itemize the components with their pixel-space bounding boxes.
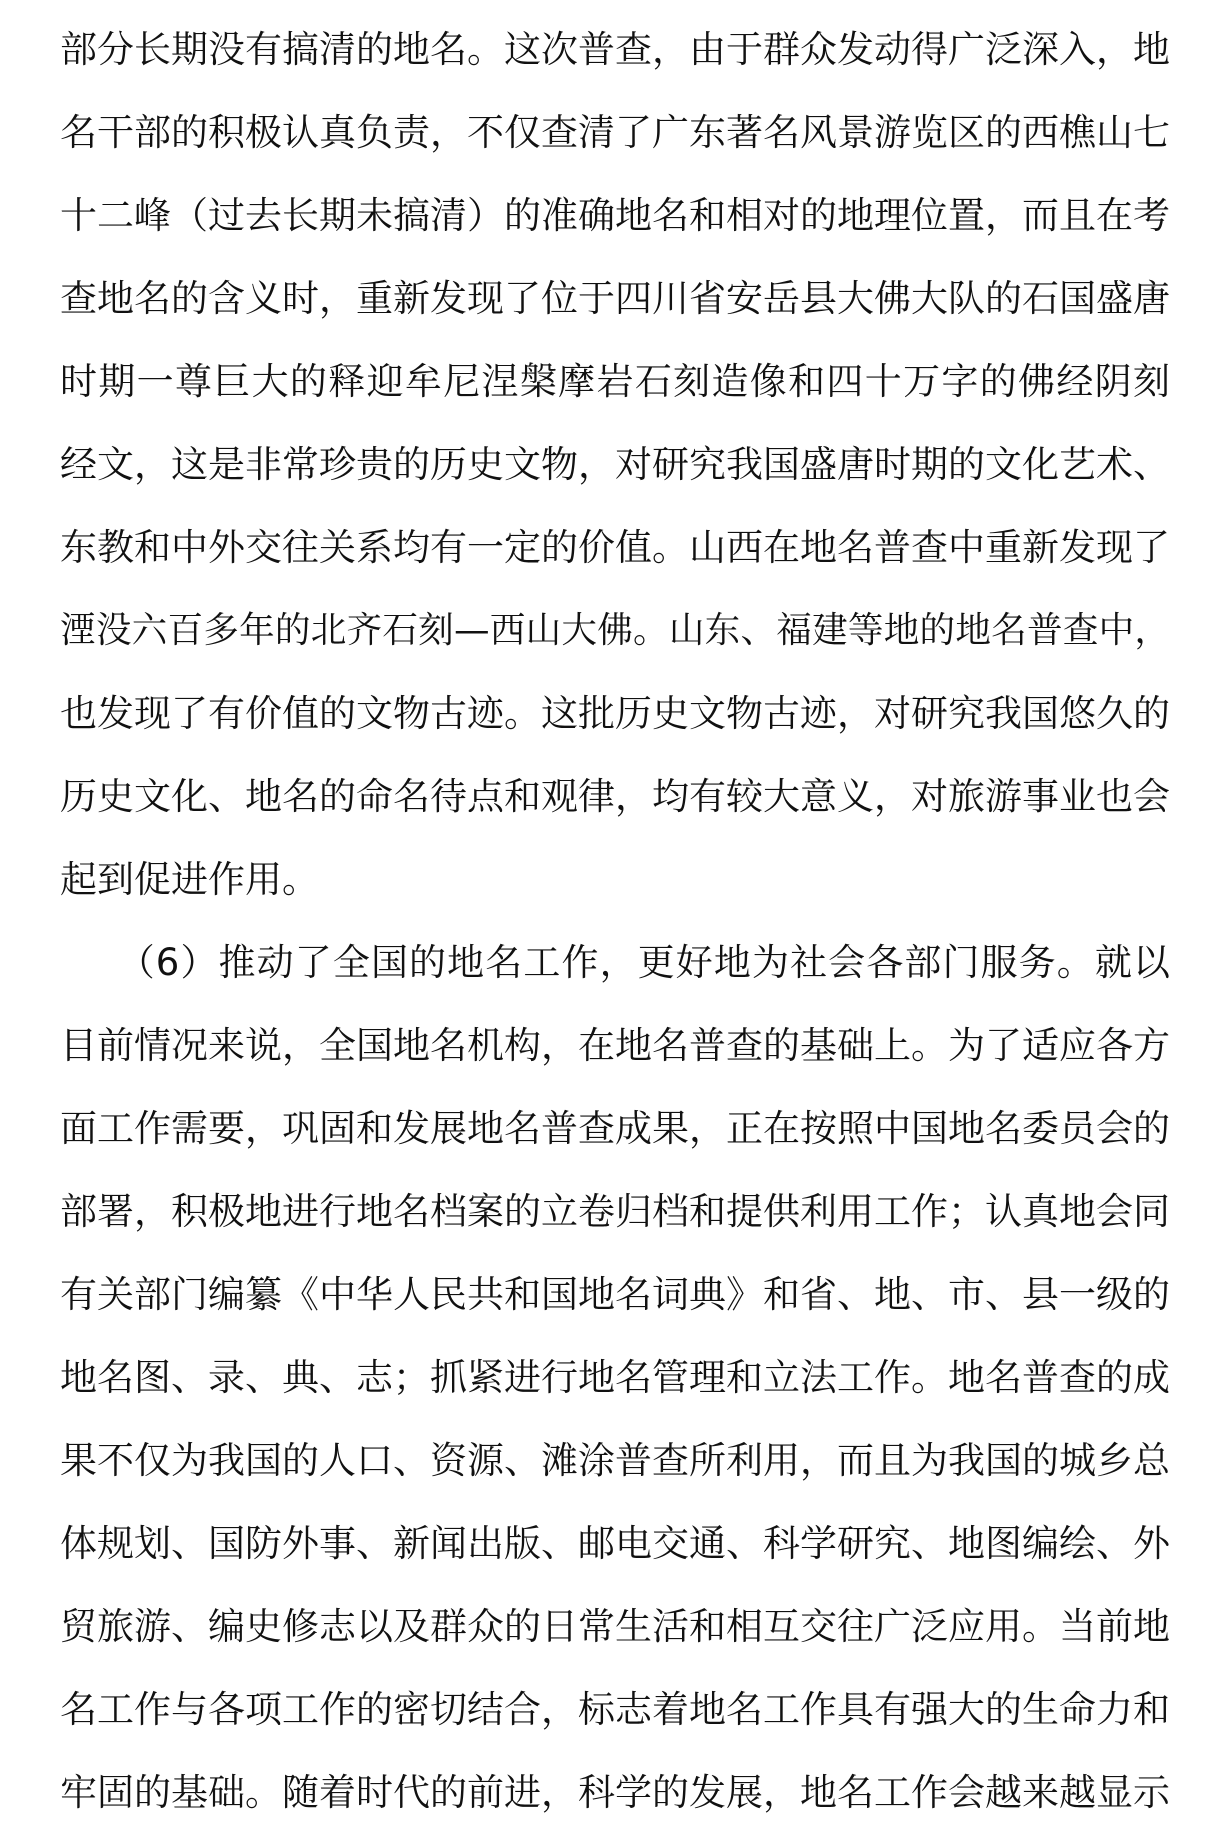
text-line-2: 名干部的积极认真负责，不仅查清了广东著名风景游览区的西樵山七 — [60, 111, 1170, 154]
body-text — [60, 8, 1170, 1831]
text-line-10: 历史文化、地名的命名待点和观律，均有较大意义，对旅游事业也会 — [60, 775, 1170, 818]
text-line-5: 时期一尊巨大的释迎牟尼涅槃摩岩石刻造像和四十万字的佛经阴刻 — [60, 360, 1170, 403]
text-line-11: 起到促进作用。 — [60, 858, 319, 901]
text-line-1: 部分长期没有搞清的地名。这次普查，由于群众发动得广泛深入，地 — [60, 28, 1170, 71]
text-line-16: 有关部门编纂《中华人民共和国地名词典》和省、地、市、县一级的 — [60, 1273, 1170, 1316]
text-line-17: 地名图、录、典、志；抓紧进行地名管理和立法工作。地名普查的成 — [60, 1356, 1170, 1399]
text-line-12: （6）推动了全国的地名工作，更好地为社会各部门服务。就以 — [60, 941, 1170, 984]
text-line-8: 湮没六百多年的北齐石刻—西山大佛。山东、福建等地的地名普查中， — [60, 610, 1170, 651]
text-line-9: 也发现了有价值的文物古迹。这批历史文物古迹，对研究我国悠久的 — [60, 692, 1170, 735]
text-line-20: 贸旅游、编史修志以及群众的日常生活和相互交往广泛应用。当前地 — [60, 1605, 1170, 1648]
text-line-6: 经文，这是非常珍贵的历史文物，对研究我国盛唐时期的文化艺术、 — [60, 443, 1170, 486]
text-line-3: 十二峰（过去长期未搞清）的准确地名和相对的地理位置，而且在考 — [60, 194, 1170, 237]
text-line-19: 体规划、国防外事、新闻出版、邮电交通、科学研究、地图编绘、外 — [60, 1522, 1170, 1565]
text-line-21: 名工作与各项工作的密切结合，标志着地名工作具有强大的生命力和 — [60, 1688, 1170, 1731]
text-line-7: 东教和中外交往关系均有一定的价值。山西在地名普查中重新发现了 — [60, 526, 1170, 569]
text-line-22: 牢固的基础。随着时代的前进，科学的发展，地名工作会越来越显示 — [60, 1771, 1170, 1814]
text-line-18: 果不仅为我国的人口、资源、滩涂普查所利用，而且为我国的城乡总 — [60, 1439, 1170, 1482]
text-line-13: 目前情况来说，全国地名机构，在地名普查的基础上。为了适应各方 — [60, 1024, 1170, 1067]
text-line-15: 部署，积极地进行地名档案的立卷归档和提供利用工作；认真地会同 — [60, 1190, 1170, 1233]
text-line-14: 面工作需要，巩固和发展地名普查成果，正在按照中国地名委员会的 — [60, 1107, 1170, 1150]
text-line-4: 查地名的含义时，重新发现了位于四川省安岳县大佛大队的石国盛唐 — [60, 277, 1170, 320]
